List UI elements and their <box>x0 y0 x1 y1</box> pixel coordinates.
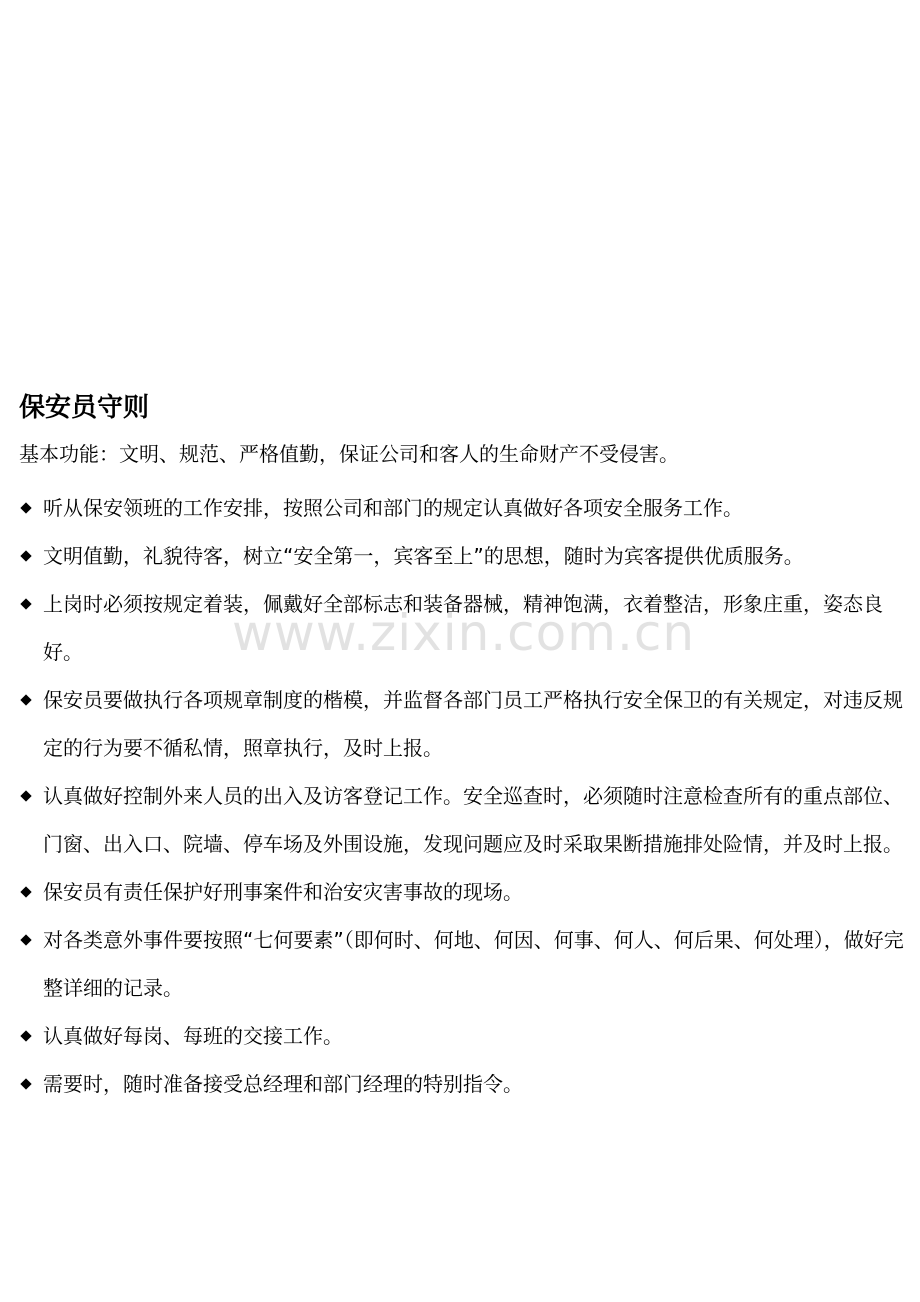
rule-text: 对各类意外事件要按照“七何要素”（即何时、何地、何因、何事、何人、何后果、何处理），做好完整详细的记录。 <box>43 928 904 1000</box>
rule-item <box>19 772 909 868</box>
diamond-bullet-icon <box>19 1012 33 1060</box>
diamond-bullet-icon <box>19 916 33 964</box>
document-title: 保安员守则 <box>19 393 150 423</box>
rule-item <box>19 916 909 1012</box>
rules-list <box>19 484 909 1108</box>
rule-item <box>19 484 909 532</box>
rule-item <box>19 676 909 772</box>
diamond-bullet-icon <box>19 532 33 580</box>
rule-text: 保安员有责任保护好刑事案件和治安灾害事故的现场。 <box>43 880 523 904</box>
rule-text: 需要时，随时准备接受总经理和部门经理的特别指令。 <box>43 1072 523 1096</box>
diamond-bullet-icon <box>19 484 33 532</box>
rule-item <box>19 532 909 580</box>
diamond-bullet-icon <box>19 772 33 820</box>
rule-text: 上岗时必须按规定着装，佩戴好全部标志和装备器械，精神饱满，衣着整洁，形象庄重，姿态良好。 <box>43 592 883 664</box>
rule-item <box>19 868 909 916</box>
rule-text: 保安员要做执行各项规章制度的楷模，并监督各部门员工严格执行安全保卫的有关规定，对违反规定的行为要不循私情，照章执行，及时上报。 <box>43 688 903 760</box>
rule-item <box>19 1060 909 1108</box>
diamond-bullet-icon <box>19 1060 33 1108</box>
intro-paragraph: 基本功能：文明、规范、严格值勤，保证公司和客人的生命财产不受侵害。 <box>19 442 679 466</box>
rule-item <box>19 580 909 676</box>
diamond-bullet-icon <box>19 580 33 628</box>
rule-text: 认真做好每岗、每班的交接工作。 <box>43 1024 343 1048</box>
document-body <box>19 388 909 1108</box>
watermark: www.zixin.com.cn <box>232 604 696 662</box>
diamond-bullet-icon <box>19 676 33 724</box>
rule-text: 文明值勤，礼貌待客，树立“安全第一，宾客至上”的思想，随时为宾客提供优质服务。 <box>43 544 804 568</box>
rule-item <box>19 1012 909 1060</box>
rule-text: 听从保安领班的工作安排，按照公司和部门的规定认真做好各项安全服务工作。 <box>43 496 743 520</box>
diamond-bullet-icon <box>19 868 33 916</box>
rule-text: 认真做好控制外来人员的出入及访客登记工作。安全巡查时，必须随时注意检查所有的重点部位、门窗、出入口、院墙、停车场及外围设施，发现问题应及时采取果断措施排处险情，并及时上报。 <box>43 784 903 856</box>
